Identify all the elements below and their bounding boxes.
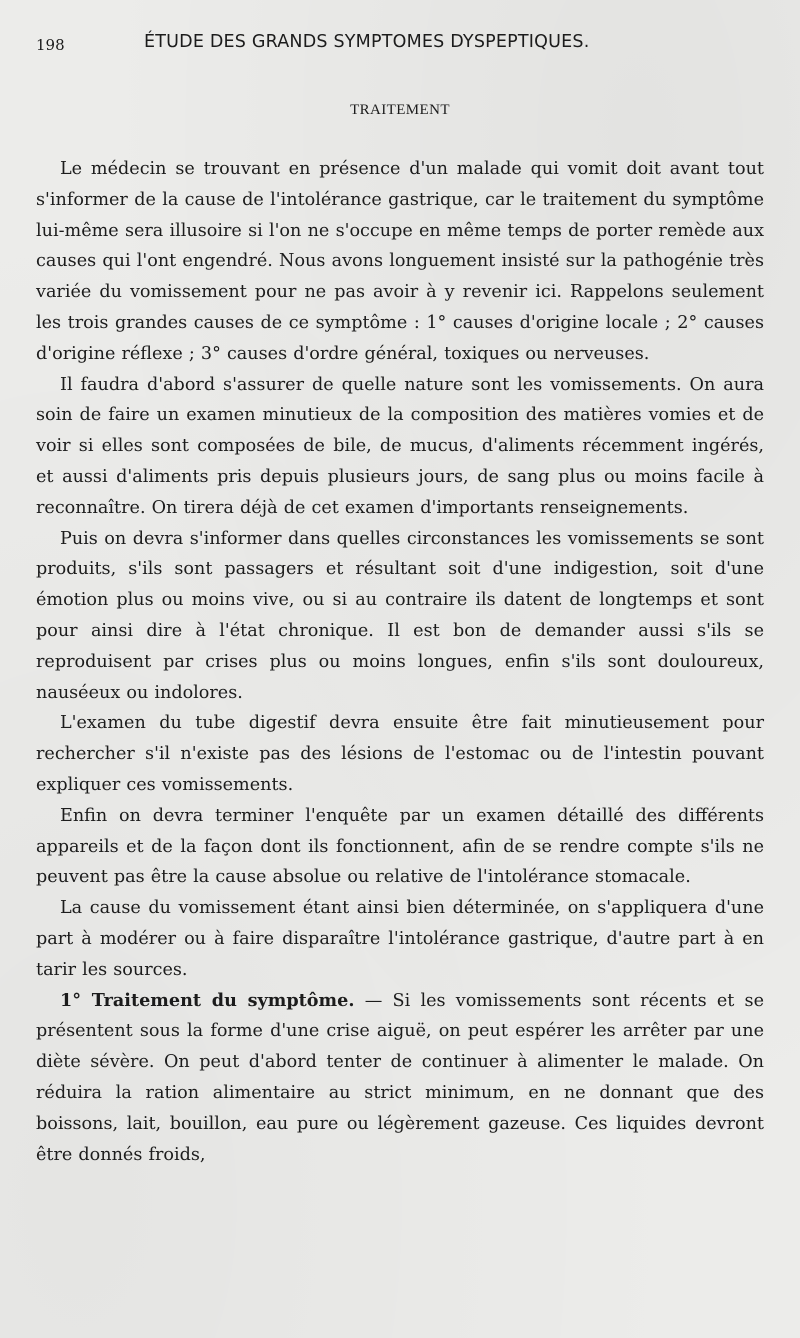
- subsection-paragraph: [36, 986, 764, 1171]
- subsection-text: — Si les vomissements sont récents et se présentent sous la forme d'une crise aiguë, on peut espérer les arrêter par une diète sévère. On peut d'abord tenter de continuer à alimenter le malade. On réduira la ration alimentaire au strict minimum, en ne donnant que des boissons, lait, bouillon, eau pure ou légèrement gazeuse. Ces liquides devront être donnés froids,: [36, 990, 764, 1165]
- page-number: 198: [36, 36, 65, 54]
- running-head: [36, 30, 764, 60]
- paragraph: Il faudra d'abord s'assurer de quelle nature sont les vomissements. On aura soin de faire un examen minutieux de la composition des matières vomies et de voir si elles sont composées de bile, de mucus, d'aliments récemment ingérés, et aussi d'aliments pris depuis plusieurs jours, de sang plus ou moins facile à reconnaître. On tirera déjà de cet examen d'importants renseignements.: [36, 374, 764, 518]
- body-text: [36, 154, 764, 1170]
- paragraph: Le médecin se trouvant en présence d'un malade qui vomit doit avant tout s'informer de la cause de l'intolérance gastrique, car le traitement du symptôme lui-même sera illusoire si l'on ne s'occupe en même temps de porter remède aux causes qui l'ont engendré. Nous avons longuement insisté sur la pathogénie très variée du vomissement pour ne pas avoir à y revenir ici. Rappelons seulement les trois grandes causes de ce symptôme : 1° causes d'origine locale ; 2° causes d'origine réflexe ; 3° causes d'ordre général, toxiques ou nerveuses.: [36, 159, 764, 364]
- section-heading: TRAITEMENT: [350, 102, 450, 118]
- paragraph: Enfin on devra terminer l'enquête par un examen détaillé des différents appareils et de la façon dont ils fonctionnent, afin de se rendre compte s'ils ne peuvent pas être la cause absolue ou relative de l'intolérance stomacale.: [36, 805, 764, 888]
- paragraph: La cause du vomissement étant ainsi bien déterminée, on s'appliquera d'une part à modérer ou à faire disparaître l'intolérance gastrique, d'autre part à en tarir les sources.: [36, 898, 764, 980]
- subsection-title: 1° Traitement du symptôme.: [60, 989, 355, 1011]
- paragraph: Puis on devra s'informer dans quelles circonstances les vomissements se sont produits, s'ils sont passagers et résultant soit d'une indigestion, soit d'une émotion plus ou moins vive, ou si au contraire ils datent de longtemps et sont pour ainsi dire à l'état chronique. Il est bon de demander aussi s'ils se reproduisent par crises plus ou moins longues, enfin s'ils sont douloureux, nauséeux ou indolores.: [36, 528, 764, 703]
- paragraph: L'examen du tube digestif devra ensuite être fait minutieusement pour rechercher s'il n'existe pas des lésions de l'estomac ou de l'intestin pouvant expliquer ces vomissements.: [36, 713, 764, 795]
- running-title: ÉTUDE DES GRANDS SYMPTOMES DYSPEPTIQUES.: [144, 32, 590, 52]
